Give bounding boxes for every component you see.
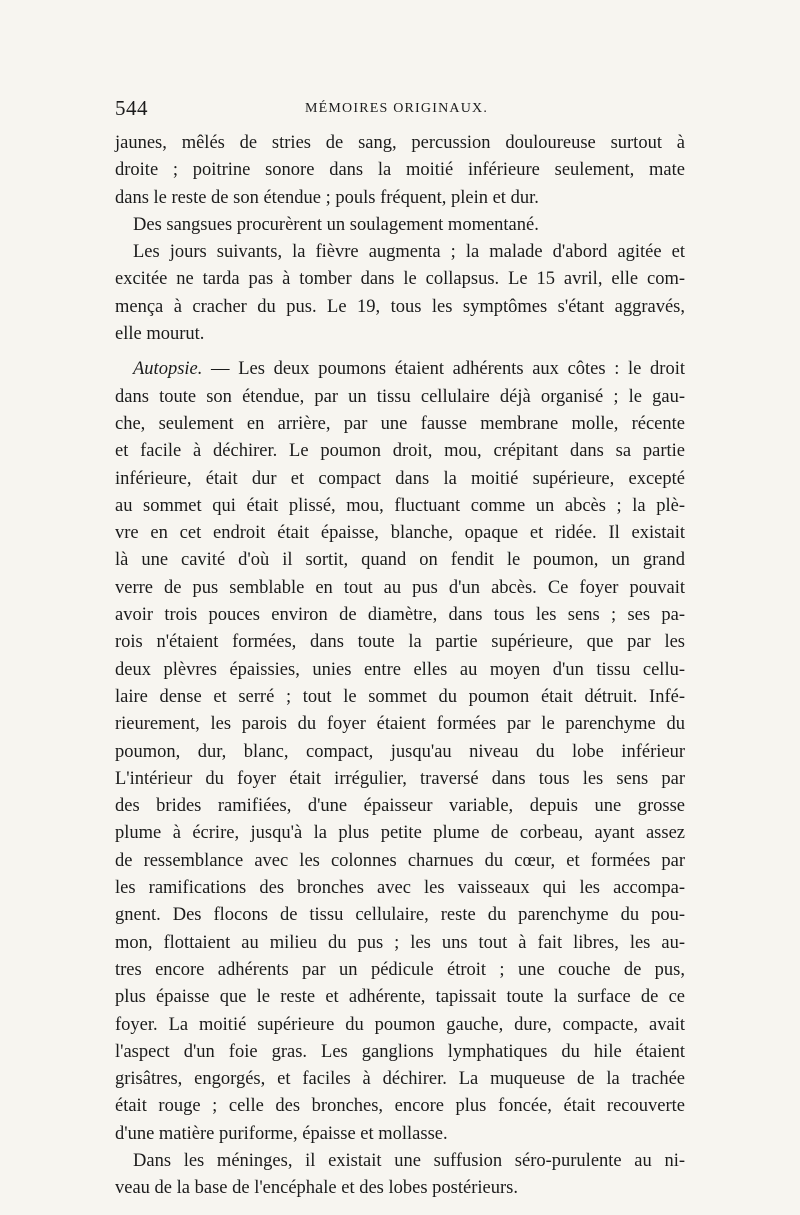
text-line: verre de pus semblable en tout au pus d'un abcès. Ce foyer pouvait xyxy=(115,577,685,598)
text-line: jaunes, mêlés de stries de sang, percussion douloureuse surtout à xyxy=(115,133,685,153)
text-line: d'une matière puriforme, épaisse et mollasse. xyxy=(115,1123,448,1144)
text-line: che, seulement en arrière, par une fausse membrane molle, récente xyxy=(115,413,685,434)
text-line-rest: — Les deux poumons étaient adhérents aux côtes : le droit xyxy=(202,359,685,380)
text-line: grisâtres, engorgés, et faciles à déchirer. La muqueuse de la trachée xyxy=(115,1069,685,1090)
text-line: des brides ramifiées, d'une épaisseur variable, depuis une grosse xyxy=(115,796,685,817)
text-line: rieurement, les parois du foyer étaient formées par le parenchyme du xyxy=(115,714,685,735)
text-line xyxy=(115,356,685,383)
text-line: plume à écrire, jusqu'à la plus petite plume de corbeau, ayant assez xyxy=(115,823,685,844)
text-line: mon, flottaient au milieu du pus ; les uns tout à fait libres, les au- xyxy=(115,932,685,953)
text-line: excitée ne tarda pas à tomber dans le collapsus. Le 15 avril, elle com- xyxy=(115,269,685,290)
text-line: droite ; poitrine sonore dans la moitié inférieure seulement, mate xyxy=(115,160,685,181)
text-line: avoir trois pouces environ de diamètre, dans tous les sens ; ses pa- xyxy=(115,605,685,626)
page-header xyxy=(115,96,685,126)
section-lead: Autopsie. xyxy=(133,359,203,380)
text-line: foyer. La moitié supérieure du poumon gauche, dure, compacte, avait xyxy=(115,1014,685,1035)
text-line: laire dense et serré ; tout le sommet du poumon était détruit. Infé- xyxy=(115,686,685,707)
body-text xyxy=(115,130,685,1203)
text-line: deux plèvres épaissies, unies entre elles au moyen d'un tissu cellu- xyxy=(115,659,685,680)
text-line: plus épaisse que le reste et adhérente, tapissait toute la surface de ce xyxy=(115,987,685,1008)
paragraph-gap xyxy=(115,348,685,356)
text-line: Dans les méninges, il existait une suffusion séro-purulente au ni- xyxy=(133,1150,685,1171)
text-line: au sommet qui était plissé, mou, fluctuant comme un abcès ; la plè- xyxy=(115,495,685,516)
text-line: de ressemblance avec les colonnes charnues du cœur, et formées par xyxy=(115,850,685,871)
text-line: gnent. Des flocons de tissu cellulaire, reste du parenchyme du pou- xyxy=(115,905,685,926)
text-line: les ramifications des bronches avec les vaisseaux qui les accompa- xyxy=(115,878,685,899)
text-line: inférieure, était dur et compact dans la moitié supérieure, excepté xyxy=(115,468,685,489)
text-line: veau de la base de l'encéphale et des lobes postérieurs. xyxy=(115,1178,518,1199)
text-line: mença à cracher du pus. Le 19, tous les symptômes s'étant aggravés, xyxy=(115,296,685,317)
text-line: là une cavité d'où il sortit, quand on fendit le poumon, un grand xyxy=(115,550,685,571)
running-head: MÉMOIRES ORIGINAUX. xyxy=(305,101,489,116)
text-line: était rouge ; celle des bronches, encore plus foncée, était recouverte xyxy=(115,1096,685,1117)
text-line: L'intérieur du foyer était irrégulier, traversé dans tous les sens par xyxy=(115,768,685,789)
text-line: poumon, dur, blanc, compact, jusqu'au niveau du lobe inférieur xyxy=(115,741,685,762)
text-line: vre en cet endroit était épaisse, blanche, opaque et ridée. Il existait xyxy=(115,523,685,544)
text-line: l'aspect d'un foie gras. Les ganglions lymphatiques du hile étaient xyxy=(115,1041,685,1062)
text-line: dans toute son étendue, par un tissu cellulaire déjà organisé ; le gau- xyxy=(115,386,685,407)
text-line: Les jours suivants, la fièvre augmenta ; la malade d'abord agitée et xyxy=(133,242,685,263)
text-line: tres encore adhérents par un pédicule étroit ; une couche de pus, xyxy=(115,959,685,980)
text-line: rois n'étaient formées, dans toute la partie supérieure, que par les xyxy=(115,632,685,653)
text-line: Des sangsues procurèrent un soulagement momentané. xyxy=(133,214,539,235)
text-line: elle mourut. xyxy=(115,324,205,345)
text-line: et facile à déchirer. Le poumon droit, mou, crépitant dans sa partie xyxy=(115,441,685,462)
text-line: dans le reste de son étendue ; pouls fréquent, plein et dur. xyxy=(115,187,539,208)
page-number: 544 xyxy=(115,96,148,120)
